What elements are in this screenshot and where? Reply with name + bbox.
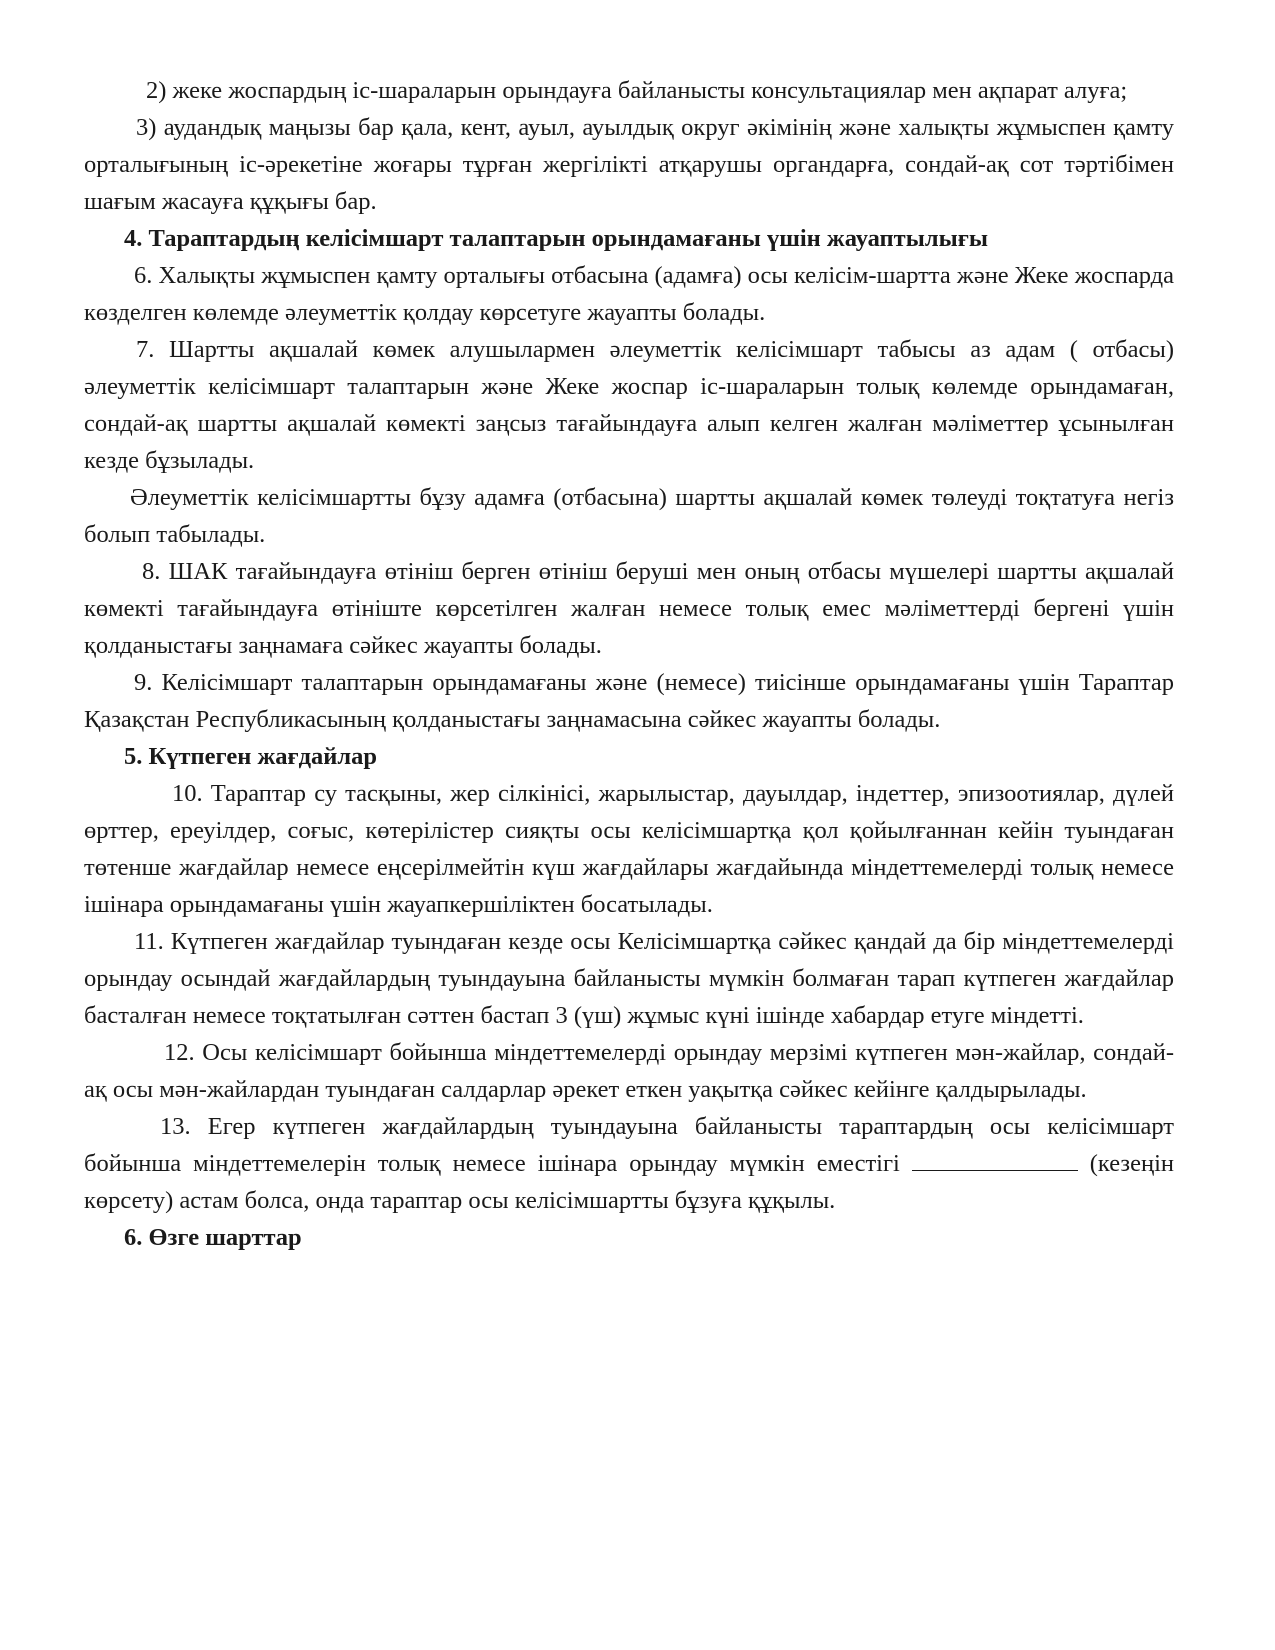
document-page: [84, 72, 1174, 1256]
paragraph-8: 8. ШАК тағайындауға өтініш берген өтініш беруші мен оның отбасы мүшелері шартты ақшалай көмекті тағайындауға өтініште көрсетілген жалған немесе толық емес мәліметтерді бергені үшін қолданыстағы заңнамаға сәйкес жауапты болады.: [84, 558, 1174, 659]
paragraph-10: 10. Тараптар су тасқыны, жер сілкінісі, жарылыстар, дауылдар, індеттер, эпизоотиялар, дүлей өрттер, ереуілдер, соғыс, көтерілістер сияқты осы келісімшартқа қол қойылғаннан кейін туындаған төтенше жағдайлар немесе еңсерілмейтін күш жағдайлары жағдайында міндеттемелерді толық немесе ішінара орындамағаны үшін жауапкершіліктен босатылады.: [84, 780, 1174, 918]
paragraph-13: [84, 1108, 1174, 1219]
section-heading-4: 4. Тараптардың келісімшарт талаптарын орындамағаны үшін жауаптылығы: [124, 225, 988, 252]
section-heading-5: 5. Күтпеген жағдайлар: [124, 743, 377, 770]
fill-in-blank-line: [912, 1146, 1078, 1171]
paragraph-7-continued: Әлеуметтік келісімшартты бұзу адамға (отбасына) шартты ақшалай көмек төлеуді тоқтатуға негіз болып табылады.: [84, 484, 1174, 548]
paragraph-9: 9. Келісімшарт талаптарын орындамағаны және (немесе) тиісінше орындамағаны үшін Тараптар Қазақстан Республикасының қолданыстағы заңнамасына сәйкес жауапты болады.: [84, 669, 1174, 733]
paragraph-7: 7. Шартты ақшалай көмек алушылармен әлеуметтік келісімшарт табысы аз адам ( отбасы) әлеуметтік келісімшарт талаптарын және Жеке жоспар іс-шараларын толық көлемде орындамаған, сондай-ақ шартты ақшалай көмекті заңсыз тағайындауға алып келген жалған мәліметтер ұсынылған кезде бұзылады.: [84, 336, 1174, 474]
paragraph-2: 2) жеке жоспардың іс-шараларын орындауға байланысты консультациялар мен ақпарат алуға;: [146, 77, 1128, 104]
paragraph-12: 12. Осы келісімшарт бойынша міндеттемелерді орындау мерзімі күтпеген мән-жайлар, сондай-ақ осы мән-жайлардан туындаған салдарлар әрекет еткен уақытқа сәйкес кейінге қалдырылады.: [84, 1039, 1174, 1103]
section-heading-6: 6. Өзге шарттар: [124, 1224, 302, 1251]
paragraph-6: 6. Халықты жұмыспен қамту орталығы отбасына (адамға) осы келісім-шартта және Жеке жоспарда көзделген көлемде әлеуметтік қолдау көрсетуге жауапты болады.: [84, 262, 1174, 326]
paragraph-13-start: 13. Егер күтпеген жағдайлардың туындауына байланысты тараптардың осы келісімшарт бойынша міндеттемелерін толық немесе ішінара орындау мүмкін еместігі: [84, 1113, 1174, 1177]
paragraph-3: 3) аудандық маңызы бар қала, кент, ауыл, ауылдық округ әкімінің және халықты жұмыспен қамту орталығының іс-әрекетіне жоғары тұрған жергілікті атқарушы органдарға, сондай-ақ сот тәртібімен шағым жасауға құқығы бар.: [84, 114, 1174, 215]
paragraph-11: 11. Күтпеген жағдайлар туындаған кезде осы Келісімшартқа сәйкес қандай да бір міндеттемелерді орындау осындай жағдайлардың туындауына байланысты мүмкін болмаған тарап күтпеген жағдайлар басталған немесе тоқтатылған сәттен бастап 3 (үш) жұмыс күні ішінде хабардар етуге міндетті.: [84, 928, 1174, 1029]
paragraph-13-end: (кезеңін көрсету) астам болса, онда тараптар осы келісімшартты бұзуға құқылы.: [84, 1150, 1174, 1214]
